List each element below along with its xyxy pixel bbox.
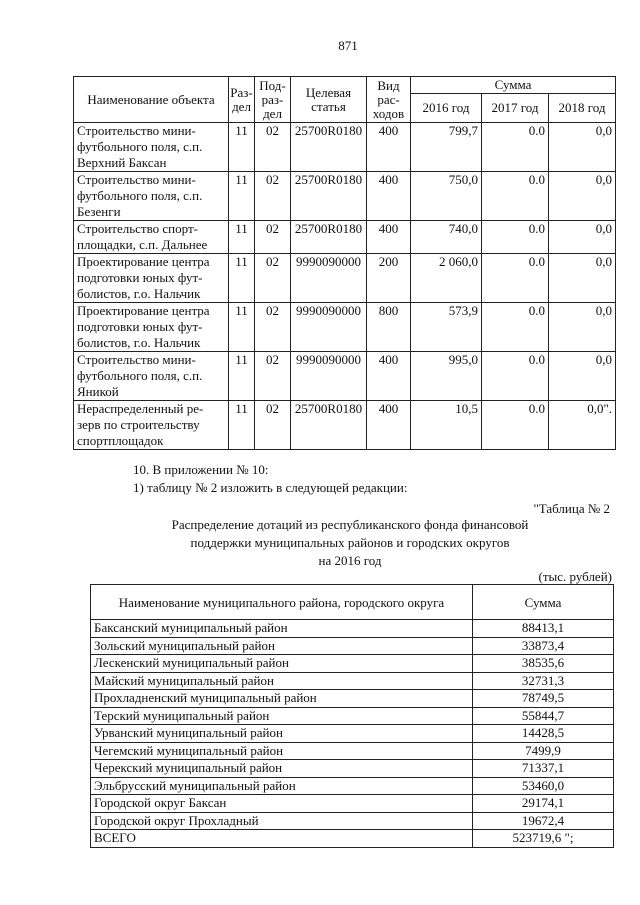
table-row xyxy=(74,254,616,303)
subsidies-table xyxy=(90,584,614,848)
title-line-2: поддержки муниципальных районов и городских округов xyxy=(190,535,510,550)
title-line-3: на 2016 год xyxy=(318,553,382,568)
cell-podrazdel: 02 xyxy=(255,401,291,450)
units-label: (тыс. рублей) xyxy=(538,569,612,584)
cell-vid: 400 xyxy=(367,401,411,450)
table-row xyxy=(91,742,614,760)
cell-target: 25700R0180 xyxy=(291,172,367,221)
cell-name: Эльбрусский муниципальный район xyxy=(91,777,473,795)
cell-vid: 400 xyxy=(367,352,411,401)
cell-podrazdel: 02 xyxy=(255,254,291,303)
table-row xyxy=(74,221,616,254)
cell-razdel: 11 xyxy=(229,303,255,352)
header-2016: 2016 год xyxy=(411,94,482,123)
cell-vid: 200 xyxy=(367,254,411,303)
cell-y2017: 0.0 xyxy=(482,401,549,450)
cell-name: Нераспределенный ре-зерв по строительству спортплощадок xyxy=(74,401,229,450)
cell-y2018: 0,0 xyxy=(549,352,616,401)
cell-name: Строительство спорт-площадки, с.п. Дальнее xyxy=(74,221,229,254)
cell-podrazdel: 02 xyxy=(255,172,291,221)
header-podrazdel: Под-раз-дел xyxy=(255,77,291,123)
cell-target: 9990090000 xyxy=(291,254,367,303)
cell-y2017: 0.0 xyxy=(482,123,549,172)
cell-name: Чегемский муниципальный район xyxy=(91,742,473,760)
table-row xyxy=(91,812,614,830)
table-row xyxy=(74,123,616,172)
cell-razdel: 11 xyxy=(229,123,255,172)
table-row xyxy=(74,172,616,221)
cell-target: 9990090000 xyxy=(291,352,367,401)
table-row xyxy=(74,352,616,401)
cell-name: Черекский муниципальный район xyxy=(91,760,473,778)
cell-y2017: 0.0 xyxy=(482,352,549,401)
page-number: 871 xyxy=(338,38,358,53)
objects-table xyxy=(73,76,616,450)
cell-name: ВСЕГО xyxy=(91,830,473,848)
cell-sum: 71337,1 xyxy=(473,760,614,778)
cell-name: Строительство мини-футбольного поля, с.п. Яникой xyxy=(74,352,229,401)
header-name: Наименование объекта xyxy=(74,77,229,123)
cell-sum: 32731,3 xyxy=(473,672,614,690)
cell-vid: 400 xyxy=(367,172,411,221)
table-row xyxy=(74,401,616,450)
item-1-text: 1) таблицу № 2 изложить в следующей редакции: xyxy=(133,480,408,495)
cell-razdel: 11 xyxy=(229,401,255,450)
table-row xyxy=(91,707,614,725)
cell-sum: 55844,7 xyxy=(473,707,614,725)
cell-name: Лескенский муниципальный район xyxy=(91,655,473,673)
cell-name: Проектирование центра подготовки юных фут-болистов, г.о. Нальчик xyxy=(74,254,229,303)
cell-y2017: 0.0 xyxy=(482,172,549,221)
table-row xyxy=(91,795,614,813)
cell-y2018: 0,0 xyxy=(549,303,616,352)
cell-name: Терский муниципальный район xyxy=(91,707,473,725)
item-10-text: 10. В приложении № 10: xyxy=(133,462,269,477)
cell-sum: 523719,6 "; xyxy=(473,830,614,848)
cell-y2018: 0,0 xyxy=(549,221,616,254)
cell-y2018: 0,0 xyxy=(549,172,616,221)
title-line-1: Распределение дотаций из республиканского фонда финансовой xyxy=(171,517,529,532)
cell-y2016: 750,0 xyxy=(411,172,482,221)
table-row xyxy=(91,620,614,638)
cell-razdel: 11 xyxy=(229,254,255,303)
cell-name: Майский муниципальный район xyxy=(91,672,473,690)
cell-y2016: 573,9 xyxy=(411,303,482,352)
cell-podrazdel: 02 xyxy=(255,303,291,352)
table-row xyxy=(91,637,614,655)
cell-target: 25700R0180 xyxy=(291,123,367,172)
cell-y2016: 10,5 xyxy=(411,401,482,450)
cell-name: Прохладненский муниципальный район xyxy=(91,690,473,708)
cell-sum: 53460,0 xyxy=(473,777,614,795)
cell-target: 9990090000 xyxy=(291,303,367,352)
cell-sum: 33873,4 xyxy=(473,637,614,655)
header-amount: Сумма xyxy=(473,585,614,620)
cell-y2018: 0,0 xyxy=(549,123,616,172)
table-row xyxy=(91,690,614,708)
table-row xyxy=(91,777,614,795)
cell-target: 25700R0180 xyxy=(291,401,367,450)
cell-y2016: 2 060,0 xyxy=(411,254,482,303)
cell-y2016: 740,0 xyxy=(411,221,482,254)
cell-sum: 88413,1 xyxy=(473,620,614,638)
cell-podrazdel: 02 xyxy=(255,123,291,172)
cell-y2017: 0.0 xyxy=(482,254,549,303)
cell-sum: 29174,1 xyxy=(473,795,614,813)
table-row xyxy=(91,760,614,778)
cell-sum: 78749,5 xyxy=(473,690,614,708)
table-row xyxy=(91,655,614,673)
cell-vid: 400 xyxy=(367,123,411,172)
header-razdel: Раз-дел xyxy=(229,77,255,123)
cell-sum: 7499,9 xyxy=(473,742,614,760)
cell-sum: 38535,6 xyxy=(473,655,614,673)
cell-razdel: 11 xyxy=(229,172,255,221)
cell-name: Городской округ Баксан xyxy=(91,795,473,813)
header-district: Наименование муниципального района, городского округа xyxy=(91,585,473,620)
cell-y2018: 0,0". xyxy=(549,401,616,450)
cell-y2017: 0.0 xyxy=(482,303,549,352)
cell-name: Зольский муниципальный район xyxy=(91,637,473,655)
cell-sum: 14428,5 xyxy=(473,725,614,743)
cell-sum: 19672,4 xyxy=(473,812,614,830)
cell-name: Проектирование центра подготовки юных фут-болистов, г.о. Нальчик xyxy=(74,303,229,352)
cell-razdel: 11 xyxy=(229,352,255,401)
table-row xyxy=(91,725,614,743)
cell-target: 25700R0180 xyxy=(291,221,367,254)
header-2018: 2018 год xyxy=(549,94,616,123)
cell-y2018: 0,0 xyxy=(549,254,616,303)
cell-y2016: 995,0 xyxy=(411,352,482,401)
cell-y2016: 799,7 xyxy=(411,123,482,172)
header-vid: Вид рас-ходов xyxy=(367,77,411,123)
cell-name: Городской округ Прохладный xyxy=(91,812,473,830)
cell-y2017: 0.0 xyxy=(482,221,549,254)
cell-name: Урванский муниципальный район xyxy=(91,725,473,743)
header-sum: Сумма xyxy=(411,77,616,94)
cell-podrazdel: 02 xyxy=(255,352,291,401)
cell-podrazdel: 02 xyxy=(255,221,291,254)
cell-razdel: 11 xyxy=(229,221,255,254)
table-row xyxy=(91,830,614,848)
table-row xyxy=(74,303,616,352)
cell-name: Строительство мини-футбольного поля, с.п. Безенги xyxy=(74,172,229,221)
cell-name: Строительство мини-футбольного поля, с.п. Верхний Баксан xyxy=(74,123,229,172)
cell-vid: 400 xyxy=(367,221,411,254)
header-2017: 2017 год xyxy=(482,94,549,123)
header-target: Целевая статья xyxy=(291,77,367,123)
table-title xyxy=(60,516,640,570)
table-label: "Таблица № 2 xyxy=(533,501,610,516)
cell-vid: 800 xyxy=(367,303,411,352)
cell-name: Баксанский муниципальный район xyxy=(91,620,473,638)
table-row xyxy=(91,672,614,690)
